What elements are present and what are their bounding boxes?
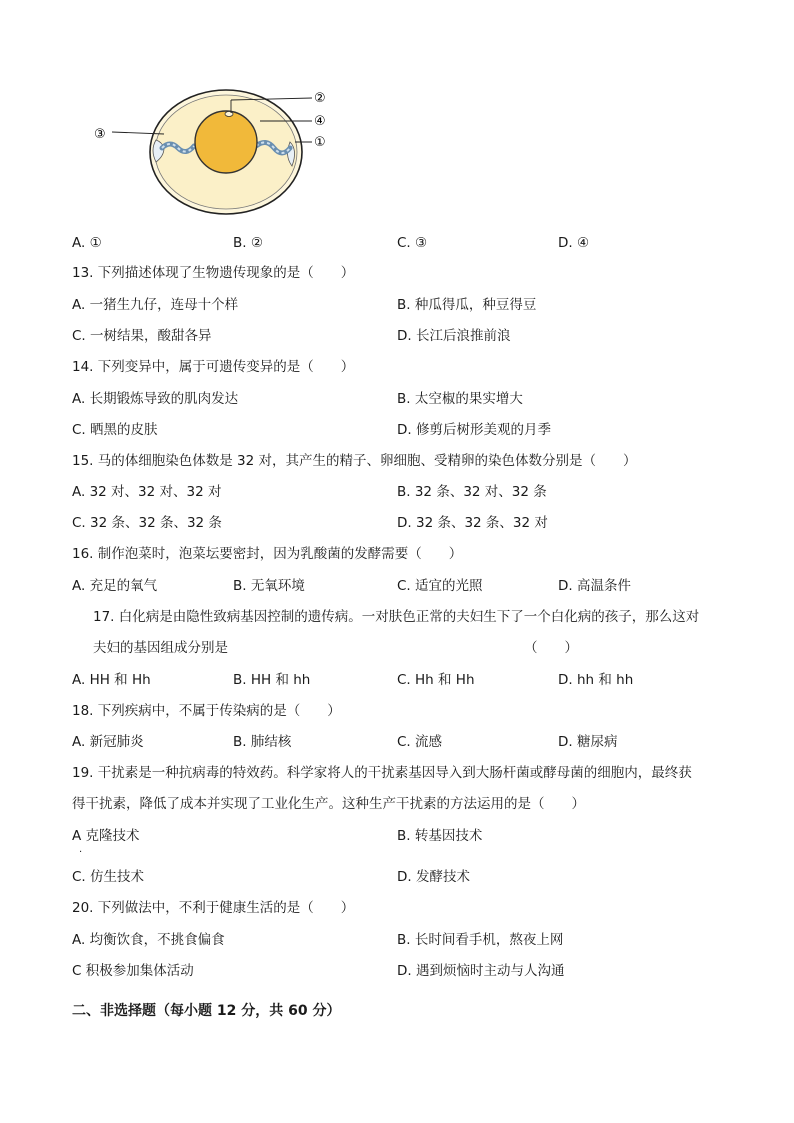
q18-stem: 18. 下列疾病中，不属于传染病的是（ ） [72,703,341,719]
q18-option-d: D. 糖尿病 [558,734,618,750]
q13-option-b: B. 种瓜得瓜，种豆得豆 [397,297,537,313]
q19-option-b: B. 转基因技术 [397,828,483,844]
q13-option-c: C. 一树结果，酸甜各异 [72,328,212,344]
q19-option-d: D. 发酵技术 [397,869,470,885]
q15-option-c: C. 32 条、32 条、32 条 [72,515,222,531]
q16-option-b: B. 无氧环境 [233,578,305,594]
q12-option-b: B. ② [233,235,263,251]
egg-diagram-svg [90,78,350,228]
q20-option-c: C 积极参加集体活动 [72,963,194,979]
yolk [195,111,257,173]
germinal-disc [225,112,233,117]
q15-stem: 15. 马的体细胞染色体数是 32 对，其产生的精子、卵细胞、受精卵的染色体数分别是（ ） [72,453,637,469]
q19-stem-line1: 19. 干扰素是一种抗病毒的特效药。科学家将人的干扰素基因导入到大肠杆菌或酵母菌的细胞内，最终获 [72,765,692,781]
q19-stem-line2: 得干扰素，降低了成本并实现了工业化生产。这种生产干扰素的方法运用的是（ ） [72,796,585,812]
q18-option-c: C. 流感 [397,734,443,750]
q15-option-a: A. 32 对、32 对、32 对 [72,484,222,500]
q14-stem: 14. 下列变异中，属于可遗传变异的是（ ） [72,359,355,375]
q13-stem: 13. 下列描述体现了生物遗传现象的是（ ） [72,265,355,281]
q16-option-c: C. 适宜的光照 [397,578,483,594]
label-2: ② [314,91,326,106]
q14-option-d: D. 修剪后树形美观的月季 [397,422,551,438]
q20-option-b: B. 长时间看手机，熬夜上网 [397,932,564,948]
q19-option-a: A 克隆技术 [72,828,140,844]
q12-option-a: A. ① [72,235,102,251]
q14-option-b: B. 太空椒的果实增大 [397,391,523,407]
q16-option-d: D. 高温条件 [558,578,631,594]
q19-option-c: C. 仿生技术 [72,869,145,885]
q13-option-a: A. 一猪生九仔，连母十个样 [72,297,239,313]
q14-option-c: C. 晒黑的皮肤 [72,422,158,438]
egg-diagram [90,78,350,228]
q17-option-c: C. Hh 和 Hh [397,672,475,688]
q17-stem-line1: 17. 白化病是由隐性致病基因控制的遗传病。一对肤色正常的夫妇生下了一个白化病的孩子，那么这对 [93,609,700,625]
q20-option-d: D. 遇到烦恼时主动与人沟通 [397,963,565,979]
q17-option-b: B. HH 和 hh [233,672,311,688]
q16-option-a: A. 充足的氧气 [72,578,158,594]
stray-dot: · [79,847,83,858]
q17-answer-paren: （ ） [524,640,578,656]
q17-stem-line2: 夫妇的基因组成分别是 [93,640,228,656]
q14-option-a: A. 长期锻炼导致的肌肉发达 [72,391,239,407]
q20-option-a: A. 均衡饮食，不挑食偏食 [72,932,225,948]
label-4: ④ [314,114,326,129]
label-3: ③ [94,127,106,142]
q17-option-d: D. hh 和 hh [558,672,634,688]
section-2-heading: 二、非选择题（每小题 12 分，共 60 分） [72,1003,341,1019]
q18-option-a: A. 新冠肺炎 [72,734,144,750]
q16-stem: 16. 制作泡菜时，泡菜坛要密封，因为乳酸菌的发酵需要（ ） [72,546,463,562]
q18-option-b: B. 肺结核 [233,734,292,750]
q20-stem: 20. 下列做法中，不利于健康生活的是（ ） [72,900,355,916]
q13-option-d: D. 长江后浪推前浪 [397,328,511,344]
q15-option-d: D. 32 条、32 条、32 对 [397,515,548,531]
q17-option-a: A. HH 和 Hh [72,672,151,688]
q12-option-c: C. ③ [397,235,428,251]
q15-option-b: B. 32 条、32 对、32 条 [397,484,547,500]
q12-option-d: D. ④ [558,235,590,251]
label-1: ① [314,135,326,150]
